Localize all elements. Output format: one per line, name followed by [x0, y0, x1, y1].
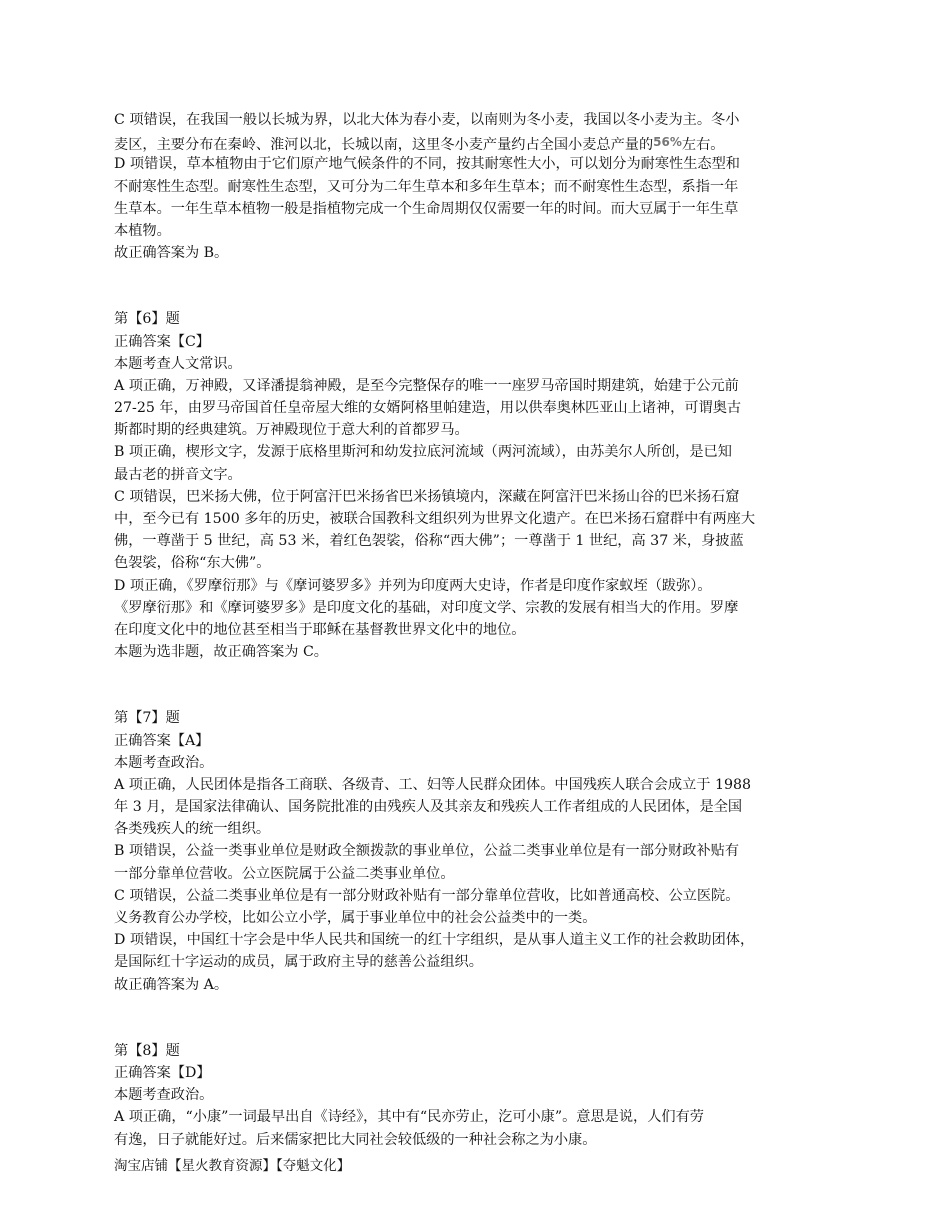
spacer [114, 264, 840, 308]
correct-answer: 正确答案【A】 [114, 732, 210, 749]
text-line: 中，至今已有 1500 多年的历史，被联合国教科文组织列为世界文化遗产。在巴米扬石窟群中有两座大 [114, 511, 756, 527]
text-line: 年 3 月，是国家法律确认、国务院批准的由残疾人及其亲友和残疾人工作者组成的人民团体，是全国 [114, 799, 743, 816]
text-line: 是国际红十字运动的成员，属于政府主导的慈善公益组织。 [114, 954, 483, 971]
correct-answer: 正确答案【D】 [114, 1064, 211, 1081]
text-line: A 项正确，“小康”一词最早出自《诗经》，其中有“民亦劳止，汔可小康”。意思是说，人们有劳 [114, 1109, 704, 1126]
text-line: 义务教育公办学校，比如公立小学，属于事业单位中的社会公益类中的一类。 [114, 910, 597, 926]
text-line: 《罗摩衍那》和《摩诃婆罗多》是印度文化的基础，对印度文学、宗教的发展有相当大的作用。罗摩 [114, 599, 739, 616]
text-line: 佛，一尊凿于 5 世纪，高 53 米，着红色袈裟，俗称“西大佛”；一尊凿于 1 世纪，高 37 米，身披蓝 [114, 533, 744, 550]
text-line: D 项错误，中国红十字会是中华人民共和国统一的红十字组织，是从事人道主义工作的社会救助团体， [114, 932, 755, 949]
text-span: 麦区，主要分布在秦岭、淮河以北，长城以南，这里冬小麦产量约占全国小麦总产量的 [114, 137, 654, 154]
percent-value: 56% [653, 135, 682, 150]
text-line: A 项正确，人民团体是指各工商联、各级青、工、妇等人民群众团体。中国残疾人联合会成立于 1988 [114, 776, 752, 793]
text-line: 本题考查政治。 [114, 754, 214, 771]
text-line: 故正确答案为 A。 [114, 976, 229, 993]
text-line: 最古老的拼音文字。 [114, 466, 242, 483]
text-line: C 项错误，公益二类事业单位是有一部分财政补贴有一部分靠单位营收，比如普通高校、公立医院。 [114, 887, 740, 904]
text-line: 27-25 年，由罗马帝国首任皇帝屋大维的女婿阿格里帕建造，用以供奉奥林匹亚山上诸神，可谓奥古 [114, 400, 742, 417]
text-line: 本题考查人文常识。 [114, 355, 242, 372]
spacer [114, 996, 840, 1040]
spacer [114, 663, 840, 707]
question-6 [114, 308, 840, 663]
footer-shop-note: 淘宝店铺【星火教育资源】【夺魁文化】 [114, 1158, 351, 1174]
text-line: 本题为选非题，故正确答案为 C。 [114, 644, 328, 661]
text-span: 左右。 [681, 137, 725, 154]
text-line: B 项正确，楔形文字，发源于底格里斯河和幼发拉底河流域（两河流域），由苏美尔人所创，是已知 [114, 444, 732, 461]
text-line: 不耐寒性生态型。耐寒性生态型，又可分为二年生草本和多年生草本；而不耐寒性生态型，系指一年 [114, 178, 739, 195]
text-line: C 项错误，在我国一般以长城为界，以北大体为春小麦，以南则为冬小麦，我国以冬小麦为主。冬小 [114, 112, 740, 128]
text-line: 各类残疾人的统一组织。 [114, 821, 271, 838]
correct-answer: 正确答案【C】 [114, 333, 210, 350]
text-line: 色袈裟，俗称“东大佛”。 [114, 555, 271, 572]
text-line: 本题考查政治。 [114, 1087, 214, 1104]
question-8 [114, 1040, 840, 1151]
text-line: 有逸，日子就能好过。后来儒家把比大同社会较低级的一种社会称之为小康。 [114, 1131, 597, 1148]
text-line: D 项正确，《罗摩衍那》与《摩诃婆罗多》并列为印度两大史诗，作者是印度作家蚁垤（跋弥）。 [114, 577, 712, 594]
text-line: D 项错误，草本植物由于它们原产地气候条件的不同，按其耐寒性大小，可以划分为耐寒性生态型和 [114, 156, 740, 173]
text-line [114, 131, 840, 153]
text-line: 故正确答案为 B。 [114, 245, 229, 262]
document-body [114, 109, 840, 1151]
text-line: C 项错误，巴米扬大佛，位于阿富汗巴米扬省巴米扬镇境内，深藏在阿富汗巴米扬山谷的巴米扬石窟 [114, 488, 740, 505]
text-line: B 项错误，公益一类事业单位是财政全额拨款的事业单位，公益二类事业单位是有一部分财政补贴有 [114, 843, 740, 860]
text-line: 本植物。 [114, 222, 171, 239]
question-title: 第【7】题 [114, 710, 180, 727]
text-line: 一部分靠单位营收。公立医院属于公益二类事业单位。 [114, 865, 455, 882]
section-previous [114, 109, 840, 264]
text-line: A 项正确，万神殿，又译潘提翁神殿，是至今完整保存的唯一一座罗马帝国时期建筑，始建于公元前 [114, 377, 739, 394]
question-title: 第【6】题 [114, 311, 180, 328]
text-line: 在印度文化中的地位甚至相当于耶稣在基督教世界文化中的地位。 [114, 621, 526, 638]
text-line: 生草本。一年生草本植物一般是指植物完成一个生命周期仅仅需要一年的时间。而大豆属于一年生草 [114, 200, 739, 217]
text-line: 斯都时期的经典建筑。万神殿现位于意大利的首都罗马。 [114, 422, 469, 439]
question-title: 第【8】题 [114, 1042, 180, 1059]
question-7 [114, 707, 840, 995]
